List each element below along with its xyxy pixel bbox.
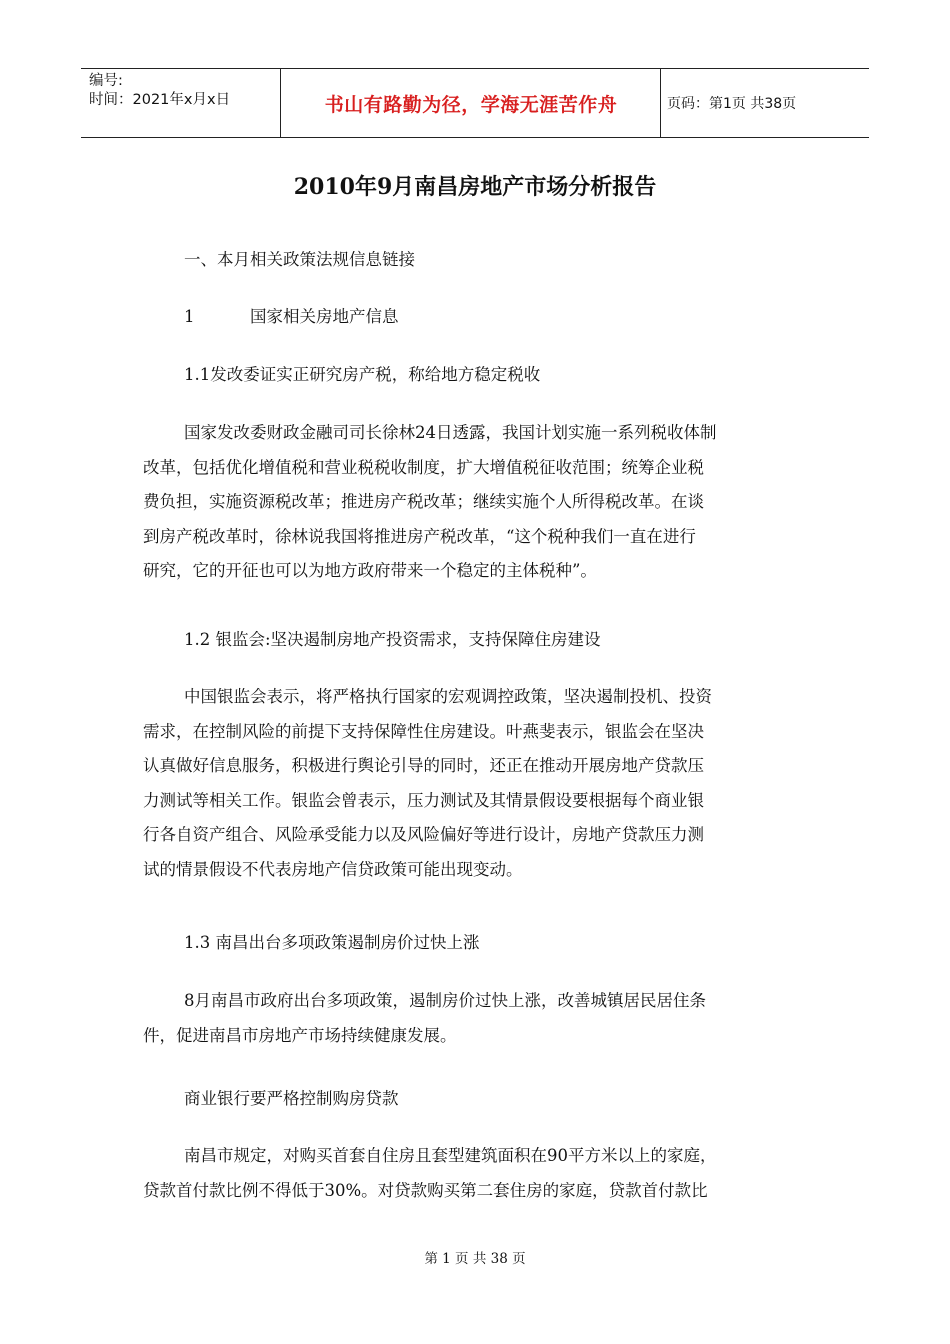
item-heading-1-3: 1.3 南昌出台多项政策遏制房价过快上涨 xyxy=(184,933,480,952)
paragraph-line: 件，促进南昌市房地产市场持续健康发展。 xyxy=(143,1025,457,1045)
paragraph-line: 需求，在控制风险的前提下支持保障性住房建设。叶燕斐表示，银监会在坚决 xyxy=(143,721,704,741)
paragraph-line: 中国银监会表示，将严格执行国家的宏观调控政策，坚决遏制投机、投资 xyxy=(184,687,712,706)
document-title: 2010年9月南昌房地产市场分析报告 xyxy=(293,174,657,200)
paragraph-line: 费负担，实施资源税改革；推进房产税改革；继续实施个人所得税改革。在谈 xyxy=(143,492,704,511)
item-heading-1-2: 1.2 银监会:坚决遏制房地产投资需求，支持保障住房建设 xyxy=(184,630,601,649)
paragraph-line: 行各自资产组合、风险承受能力以及风险偏好等进行设计，房地产贷款压力测 xyxy=(143,825,704,844)
subsection-number: 1 xyxy=(184,307,195,326)
paragraph-line: 8月南昌市政府出台多项政策，遏制房价过快上涨，改善城镇居民居住条 xyxy=(184,991,706,1010)
paragraph-line: 到房产税改革时，徐林说我国将推进房产税改革，“这个税种我们一直在进行 xyxy=(143,526,696,546)
paragraph-line: 南昌市规定，对购买首套自住房且套型建筑面积在90平方米以上的家庭， xyxy=(184,1146,717,1165)
paragraph-line: 力测试等相关工作。银监会曾表示，压力测试及其情景假设要根据每个商业银 xyxy=(143,790,704,810)
paragraph-line: 贷款首付款比例不得低于30%。对贷款购买第二套住房的家庭，贷款首付款比 xyxy=(143,1180,708,1200)
paragraph-line: 研究，它的开征也可以为地方政府带来一个稳定的主体税种”。 xyxy=(143,561,597,580)
subsection-title: 国家相关房地产信息 xyxy=(250,307,399,326)
paragraph-line: 改革，包括优化增值税和营业税税收制度，扩大增值税征收范围；统筹企业税 xyxy=(143,457,704,477)
paragraph-4 xyxy=(143,1139,807,1208)
motto-text: 书山有路勤为径，学海无涯苦作舟 xyxy=(324,93,618,116)
header-page-cell xyxy=(662,69,869,137)
paragraph-line: 国家发改委财政金融司司长徐林24日透露，我国计划实施一系列税收体制 xyxy=(184,423,717,442)
header-motto-cell xyxy=(282,69,661,137)
paragraph-3 xyxy=(143,984,807,1053)
paragraph-line: 认真做好信息服务，积极进行舆论引导的同时，还正在推动开展房地产贷款压 xyxy=(143,756,704,775)
header-meta-cell xyxy=(81,69,281,137)
document-header xyxy=(81,68,869,138)
paragraph-2 xyxy=(143,680,807,887)
page-footer: 第 1 页 共 38 页 xyxy=(424,1251,526,1267)
section-heading: 一、本月相关政策法规信息链接 xyxy=(184,250,415,269)
paragraph-line: 试的情景假设不代表房地产信贷政策可能出现变动。 xyxy=(143,859,523,879)
date-line: 时间：2021年x月x日 xyxy=(89,92,231,108)
number-label: 编号: xyxy=(89,73,123,89)
sub-heading: 商业银行要严格控制购房贷款 xyxy=(184,1089,399,1108)
page-code: 页码：第1页 共38页 xyxy=(667,96,797,112)
paragraph-1 xyxy=(143,416,807,589)
item-heading-1-1: 1.1发改委证实正研究房产税，称给地方稳定税收 xyxy=(184,365,541,384)
